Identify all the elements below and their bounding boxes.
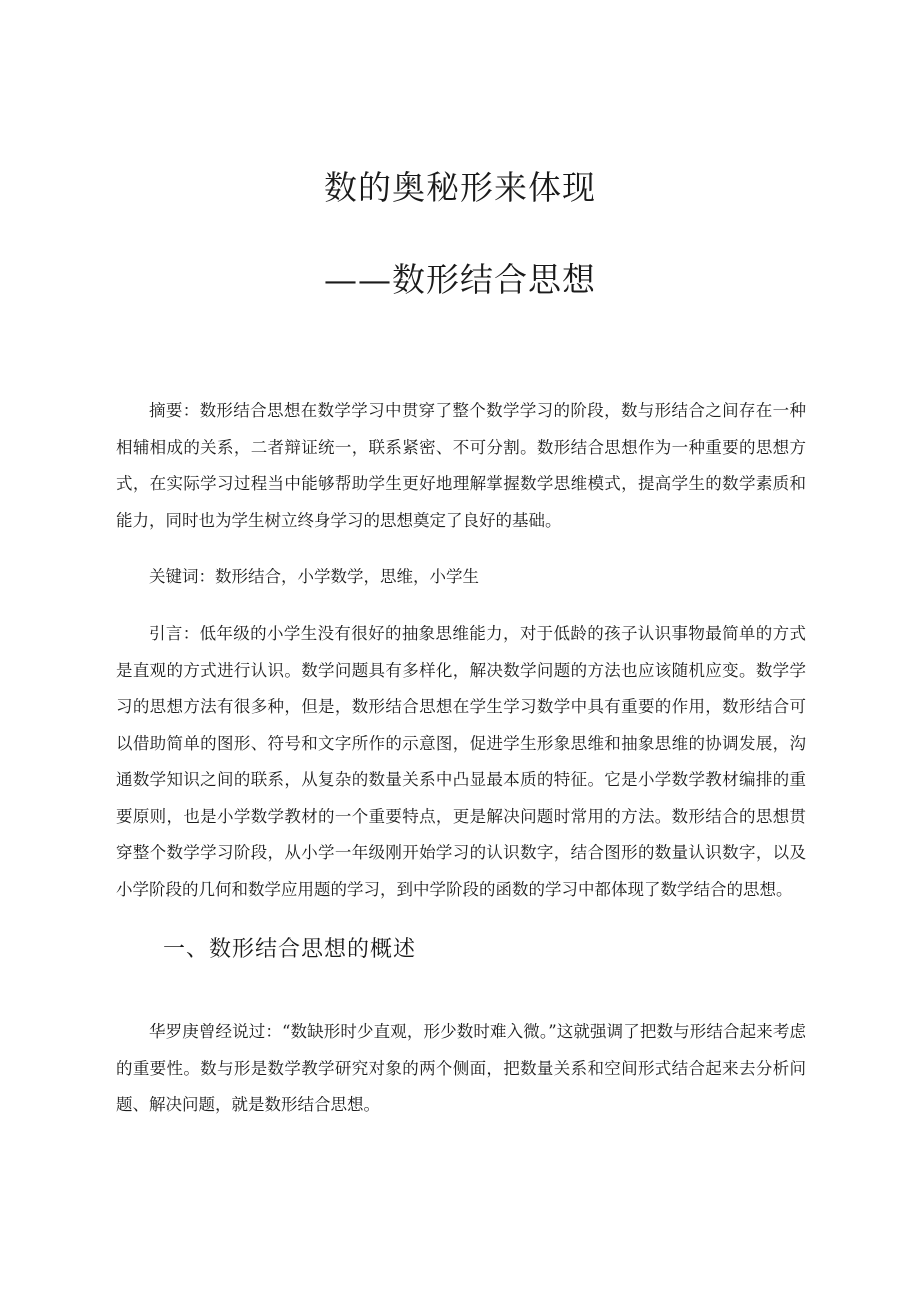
document-subtitle: ——数形结合思想 (324, 260, 596, 299)
section-heading: 一、数形结合思想的概述 (163, 937, 417, 962)
section-body-paragraph: 华罗庚曾经说过：“数缺形时少直观，形少数时难入微。”这就强调了把数与形结合起来考虑的重要性。数与形是数学教学研究对象的两个侧面，把数量关系和空间形式结合起来去分析问题、解决问题，就是数形结合思想。 (116, 1022, 806, 1114)
keywords-line: 关键词：数形结合，小学数学，思维，小学生 (149, 567, 479, 586)
document-title: 数的奥秘形来体现 (324, 168, 596, 207)
abstract-paragraph: 摘要：数形结合思想在数学学习中贯穿了整个数学学习的阶段，数与形结合之间存在一种相辅相成的关系，二者辩证统一，联系紧密、不可分割。数形结合思想作为一种重要的思想方式，在实际学习过程当中能够帮助学生更好地理解掌握数学思维模式，提高学生的数学素质和能力，同时也为学生树立终身学习的思想奠定了良好的基础。 (116, 401, 806, 530)
intro-paragraph: 引言：低年级的小学生没有很好的抽象思维能力，对于低龄的孩子认识事物最简单的方式是直观的方式进行认识。数学问题具有多样化，解决数学问题的方法也应该随机应变。数学学习的思想方法有很多种，但是，数形结合思想在学生学习数学中具有重要的作用，数形结合可以借助简单的图形、符号和文字所作的示意图，促进学生形象思维和抽象思维的协调发展，沟通数学知识之间的联系，从复杂的数量关系中凸显最本质的特征。它是小学数学教材编排的重要原则，也是小学数学教材的一个重要特点，更是解决问题时常用的方法。数形结合的思想贯穿整个数学学习阶段，从小学一年级刚开始学习的认识数字，结合图形的数量认识数字，以及小学阶段的几何和数学应用题的学习，到中学阶段的函数的学习中都体现了数学结合的思想。 (116, 624, 806, 899)
